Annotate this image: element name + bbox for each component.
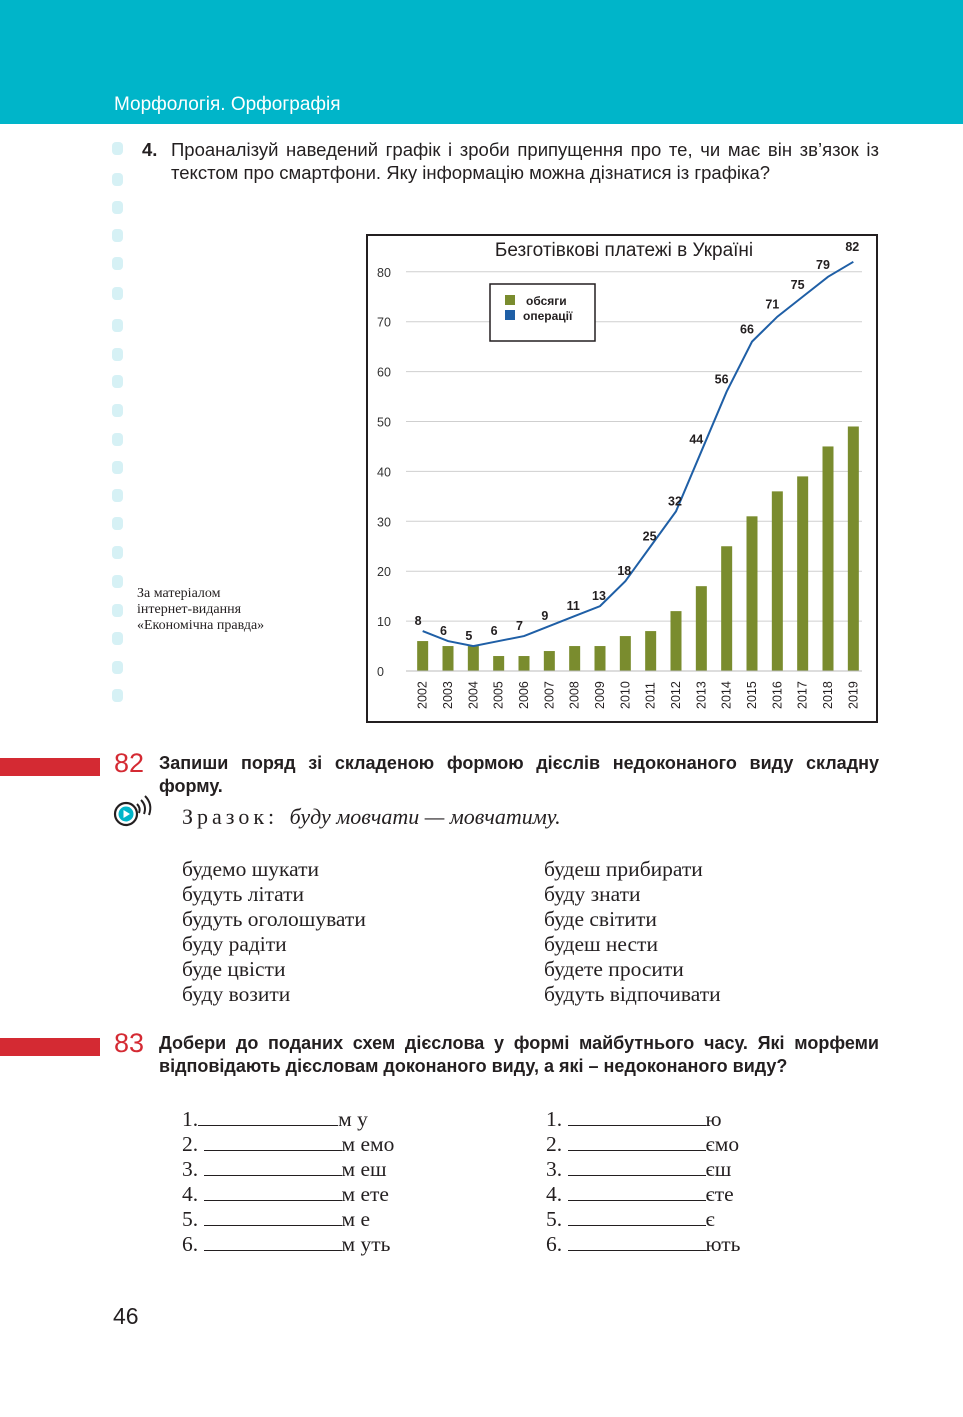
source-note <box>137 586 337 634</box>
source-line: За матеріалом <box>137 586 221 601</box>
answer-blank[interactable] <box>568 1208 706 1226</box>
x-tick-label: 2010 <box>618 681 633 709</box>
bar <box>747 516 758 671</box>
verb-item: будете просити <box>544 957 684 981</box>
scheme-item: 6. м уть <box>182 1232 391 1256</box>
bar <box>645 631 656 671</box>
x-tick-label: 2009 <box>593 681 607 709</box>
verb-list-left <box>182 857 366 1007</box>
bar <box>595 646 606 671</box>
y-tick-label: 20 <box>377 565 391 580</box>
line-data-label: 18 <box>617 564 632 579</box>
chart-title: Безготівкові платежі в Україні <box>494 240 754 261</box>
legend-label: операції <box>523 309 573 323</box>
scheme-item: 6. ють <box>546 1232 741 1256</box>
scheme-list-right <box>546 1107 740 1257</box>
answer-blank[interactable] <box>568 1133 706 1151</box>
legend-label: обсяги <box>526 294 567 308</box>
verb-item: буде світити <box>544 907 657 931</box>
x-tick-label: 2004 <box>466 681 481 709</box>
answer-blank[interactable] <box>204 1208 342 1226</box>
x-tick-label: 2003 <box>441 681 455 709</box>
bar <box>519 656 530 671</box>
line-data-label: 6 <box>440 624 447 639</box>
answer-blank[interactable] <box>204 1133 342 1151</box>
verb-item: буду радіти <box>182 932 287 956</box>
x-tick-label: 2016 <box>770 681 785 709</box>
page-number: 46 <box>113 1303 139 1329</box>
exercise-marker-bar <box>0 1038 100 1056</box>
sample-line <box>182 804 561 830</box>
bar <box>797 476 808 671</box>
bar <box>468 646 479 671</box>
line-data-label: 79 <box>816 257 830 272</box>
task-text: Проаналізуй наведений графік і зроби припущення про те, чи має він зв’язок із текстом про смартфони. Яку інформацію можна дізнатися із графіка? <box>171 139 879 183</box>
source-line: інтернет-видання <box>137 602 242 617</box>
answer-blank[interactable] <box>198 1108 338 1126</box>
scheme-item: 5. м е <box>182 1207 371 1231</box>
line-data-label: 7 <box>516 619 523 634</box>
x-tick-label: 2014 <box>719 681 734 709</box>
legend-swatch-line <box>505 310 515 320</box>
exercise-marker-bar <box>0 758 100 776</box>
payments-chart <box>366 234 878 723</box>
y-tick-label: 10 <box>377 615 391 630</box>
line-data-label: 13 <box>592 589 606 604</box>
line-data-label: 9 <box>541 609 549 624</box>
y-tick-label: 80 <box>377 265 391 280</box>
verb-item: буду возити <box>182 982 291 1006</box>
verb-list-right <box>544 857 721 1007</box>
sample-example: буду мовчати — мовчатиму. <box>289 804 561 829</box>
scheme-item: 4. єте <box>546 1182 734 1206</box>
bar <box>823 446 834 671</box>
line-data-label: 11 <box>566 599 580 614</box>
x-tick-label: 2015 <box>745 681 759 709</box>
task-number: 4. <box>142 139 158 160</box>
exercise-number: 82 <box>114 748 145 778</box>
verb-item: будеш нести <box>544 932 658 956</box>
x-tick-label: 2002 <box>415 681 430 709</box>
bar <box>671 611 682 671</box>
audio-play-icon[interactable] <box>113 792 157 830</box>
x-tick-label: 2006 <box>517 681 531 709</box>
bar <box>417 641 428 671</box>
task-4 <box>142 138 879 184</box>
exercise-text: Добери до поданих схем дієслова у формі майбутнього часу. Які морфеми відповідають дієсловам доконаного виду, а які – недоконаного виду? <box>159 1033 879 1076</box>
x-tick-label: 2013 <box>694 681 709 709</box>
line-data-label: 56 <box>714 372 729 387</box>
x-tick-label: 2005 <box>491 681 506 709</box>
scheme-list-left <box>182 1107 394 1257</box>
bar <box>544 651 555 671</box>
verb-item: буду знати <box>544 882 641 906</box>
legend-swatch-bars <box>505 295 515 305</box>
x-tick-label: 2011 <box>643 682 658 709</box>
section-title: Морфологія. Орфографія <box>114 94 341 115</box>
x-tick-label: 2012 <box>669 681 683 709</box>
line-data-label: 32 <box>668 494 682 509</box>
exercise-text: Запиши поряд зі складеною формою дієслів недоконаного виду складну форму. <box>159 753 879 796</box>
line-data-label: 71 <box>765 297 780 312</box>
verb-item: буде цвісти <box>182 957 286 981</box>
exercise-number: 83 <box>114 1028 145 1058</box>
line-data-label: 44 <box>689 432 704 447</box>
line-data-label: 66 <box>740 322 754 337</box>
verb-item: будеш прибирати <box>544 857 703 881</box>
scheme-item: 2. ємо <box>546 1132 740 1156</box>
bar <box>721 546 732 671</box>
bar <box>696 586 707 671</box>
sample-label: Зразок: <box>182 804 279 829</box>
bar <box>493 656 504 671</box>
x-tick-label: 2008 <box>567 681 582 709</box>
y-tick-label: 0 <box>377 665 384 679</box>
line-data-label: 75 <box>790 277 805 292</box>
scheme-item: 3. єш <box>546 1157 732 1181</box>
line-data-label: 25 <box>642 529 657 544</box>
y-tick-label: 70 <box>377 315 391 330</box>
line-data-label: 8 <box>414 614 422 629</box>
scheme-item: 1. ю <box>546 1107 722 1131</box>
answer-blank[interactable] <box>568 1108 706 1126</box>
answer-blank[interactable] <box>204 1183 342 1201</box>
verb-item: будуть оголошувати <box>182 907 366 931</box>
verb-item: будемо шукати <box>182 857 320 881</box>
scheme-item: 4. м ете <box>182 1182 389 1206</box>
answer-blank[interactable] <box>204 1233 342 1251</box>
line-data-label: 6 <box>490 624 498 639</box>
bar <box>772 491 783 671</box>
source-line: «Економічна правда» <box>137 618 265 633</box>
scheme-item: 1. м у <box>182 1107 368 1131</box>
bar <box>620 636 631 671</box>
x-tick-label: 2018 <box>821 681 835 709</box>
y-tick-label: 50 <box>377 415 391 430</box>
answer-blank[interactable] <box>568 1233 706 1251</box>
bar <box>848 426 859 671</box>
y-tick-label: 30 <box>377 515 391 530</box>
line-data-label: 5 <box>465 629 473 644</box>
bar <box>443 646 454 671</box>
answer-blank[interactable] <box>568 1158 706 1176</box>
y-tick-label: 40 <box>377 465 391 480</box>
x-tick-label: 2019 <box>846 681 861 709</box>
verb-item: будуть відпочивати <box>544 982 721 1006</box>
scheme-item: 5. є <box>546 1207 715 1231</box>
x-tick-label: 2017 <box>795 681 810 709</box>
scheme-item: 3. м еш <box>182 1157 387 1181</box>
answer-blank[interactable] <box>204 1158 342 1176</box>
y-tick-label: 60 <box>377 365 391 380</box>
x-tick-label: 2007 <box>542 681 557 709</box>
bar <box>569 646 580 671</box>
line-data-label: 82 <box>845 239 860 254</box>
scheme-item: 2. м емо <box>182 1132 395 1156</box>
verb-item: будуть літати <box>182 882 305 906</box>
answer-blank[interactable] <box>568 1183 706 1201</box>
